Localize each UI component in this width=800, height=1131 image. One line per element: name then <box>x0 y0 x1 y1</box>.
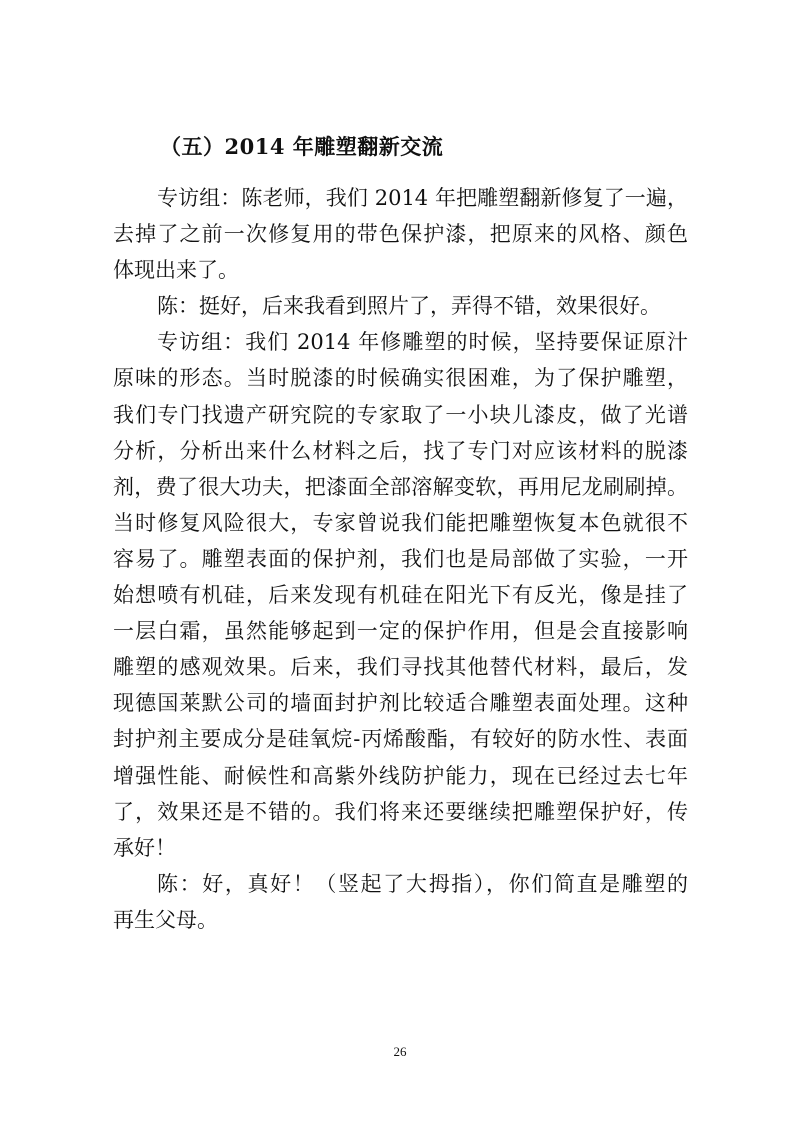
paragraph-chen-answer-2 <box>113 866 688 938</box>
text-line: 承好！ <box>113 835 176 860</box>
text-line: 专访组：我们 2014 年修雕塑的时候，坚持要保证原汁 <box>157 330 688 355</box>
paragraph-chen-answer-1 <box>113 288 688 324</box>
text-line: 了，效果还是不错的。我们将来还要继续把雕塑保护好，传 <box>113 799 688 824</box>
text-line: 体现出来了。 <box>113 258 239 283</box>
text-line: 容易了。雕塑表面的保护剂，我们也是局部做了实验，一开 <box>113 546 688 571</box>
text-line: 专访组：陈老师，我们 2014 年把雕塑翻新修复了一遍， <box>157 186 688 210</box>
text-line: 现德国莱默公司的墙面封护剂比较适合雕塑表面处理。这种 <box>113 691 688 716</box>
text-line: 当时修复风险很大，专家曾说我们能把雕塑恢复本色就很不 <box>113 510 688 535</box>
text-line: 我们专门找遗产研究院的专家取了一小块儿漆皮，做了光谱 <box>113 402 688 427</box>
text-line: 一层白霜，虽然能够起到一定的保护作用，但是会直接影响 <box>113 619 688 644</box>
paragraph-interview-question-2 <box>113 324 688 865</box>
body-text <box>113 180 688 938</box>
text-line: 增强性能、耐候性和高紫外线防护能力，现在已经过去七年 <box>113 763 688 788</box>
text-line: 分析，分析出来什么材料之后，找了专门对应该材料的脱漆 <box>113 438 688 463</box>
text-line: 陈：挺好，后来我看到照片了，弄得不错，效果很好。 <box>157 294 661 319</box>
section-heading: （五）2014 年雕塑翻新交流 <box>160 134 444 159</box>
text-line: 剂，费了很大功夫，把漆面全部溶解变软，再用尼龙刷刷掉。 <box>113 474 688 499</box>
text-line: 始想喷有机硅，后来发现有机硅在阳光下有反光，像是挂了 <box>113 583 688 608</box>
text-line: 陈：好，真好！（竖起了大拇指），你们简直是雕塑的 <box>157 871 688 896</box>
paragraph-interview-question-1 <box>113 180 688 288</box>
text-line: 再生父母。 <box>113 907 218 932</box>
text-line: 雕塑的感观效果。后来，我们寻找其他替代材料，最后，发 <box>113 655 688 680</box>
page-number: 26 <box>393 1044 407 1059</box>
text-line: 封护剂主要成分是硅氧烷-丙烯酸酯，有较好的防水性、表面 <box>113 727 688 752</box>
text-line: 去掉了之前一次修复用的带色保护漆，把原来的风格、颜色 <box>113 222 688 247</box>
text-line: 原味的形态。当时脱漆的时候确实很困难，为了保护雕塑， <box>113 366 688 391</box>
